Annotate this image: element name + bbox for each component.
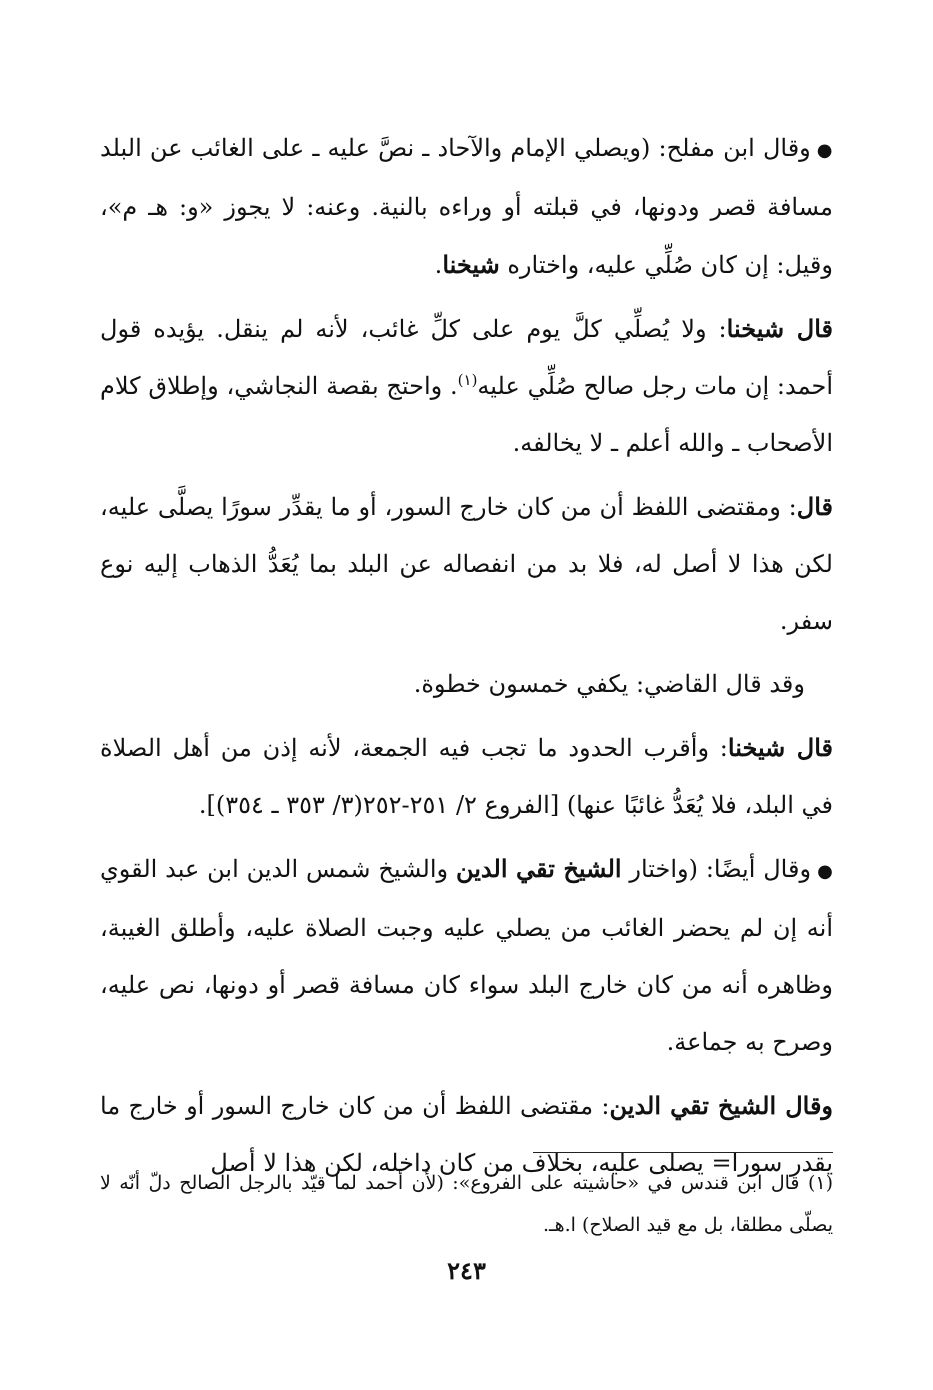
- footnote-divider: [533, 1152, 833, 1153]
- paragraph-3-lead: قال: [796, 492, 833, 521]
- bullet-icon: ●: [817, 861, 833, 882]
- paragraph-1-text: وقال ابن مفلح: (ويصلي الإمام والآحاد ـ نصَّ عليه ـ على الغائب عن البلد مسافة قصر ودونها، في قبلته أو وراءه بالنية. وعنه: لا يجوز «و: هـ م»، وقيل: إن كان صُلِّي عليه، واختاره: [100, 134, 833, 279]
- paragraph-7-text: : مقتضى اللفظ أن من كان خارج السور أو خارج ما يقدر سورا= يصلى عليه، بخلاف من كان داخله، لكن هذا لا أصل: [100, 1092, 833, 1177]
- paragraph-2: [100, 300, 833, 472]
- paragraph-3-text: : ومقتضى اللفظ أن من كان خارج السور، أو ما يقدِّر سورًا يصلَّى عليه، لكن هذا لا أصل له، فلا بد من انفصاله عن البلد بما يُعَدُّ الذهاب إليه نوع سفر.: [100, 493, 833, 635]
- paragraph-6-text-a: وقال أيضًا: (واختار: [629, 855, 812, 883]
- paragraph-2-tail: . واحتج بقصة النجاشي، وإطلاق كلام الأصحاب ـ والله أعلم ـ لا يخالفه.: [100, 372, 833, 457]
- paragraph-1-bold: شيخنا: [442, 250, 500, 279]
- paragraph-7-lead: وقال الشيخ تقي الدين: [609, 1091, 834, 1120]
- paragraph-2-text: : ولا يُصلِّي كلَّ يوم على كلِّ غائب، لأنه لم ينقل. يؤيده قول أحمد: إن مات رجل صالح صُلِّي عليه: [100, 315, 833, 400]
- footnote: (١) قال ابن قندس في «حاشيته على الفروع»: (لأن أحمد لما قيّد بالرجل الصالح دلّ أنّه لا يصلّى مطلقا، بل مع قيد الصلاح) ا.هـ.: [100, 1172, 833, 1236]
- paragraph-6-bold: الشيخ تقي الدين: [455, 854, 622, 883]
- paragraph-5-lead: قال شيخنا: [727, 733, 833, 762]
- paragraph-2-lead: قال شيخنا: [726, 314, 833, 343]
- paragraph-5: [100, 719, 833, 834]
- paragraph-3: [100, 478, 833, 650]
- bullet-icon: ●: [816, 140, 833, 161]
- paragraph-4: [100, 656, 833, 713]
- paragraph-5-text: : وأقرب الحدود ما تجب فيه الجمعة، لأنه إذن من أهل الصلاة في البلد، فلا يُعَدُّ غائبًا عنها) [الفروع ٢/ ٢٥١-٢٥٢(٣/ ٣٥٣ ـ ٣٥٤)].: [100, 734, 833, 819]
- paragraph-6-text-b: والشيخ شمس الدين ابن عبد القوي أنه إن لم يحضر الغائب من يصلي عليه وجبت الصلاة عليه، وأطلق الغيبة، وظاهره أنه من كان خارج البلد سواء كان مسافة قصر أو دونها، نص عليه، وصرح به جماعة.: [100, 855, 833, 1056]
- paragraph-1-end: .: [434, 251, 443, 279]
- page-number: ٢٤٣: [447, 1256, 486, 1285]
- footnote-reference[interactable]: (١): [457, 371, 478, 389]
- paragraph-4-text: وقد قال القاضي: يكفي خمسون خطوة.: [413, 670, 805, 698]
- paragraph-1: [100, 120, 833, 294]
- paragraph-6: [100, 840, 833, 1071]
